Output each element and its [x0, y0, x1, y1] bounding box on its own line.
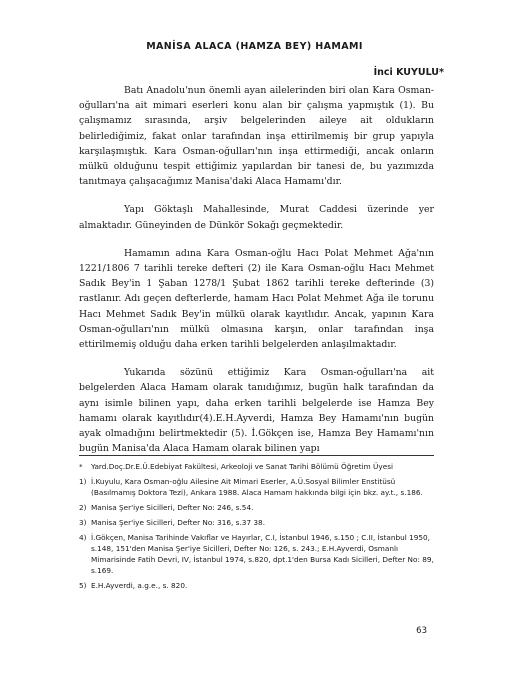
- footnote: [79, 517, 434, 528]
- article-title: MANİSA ALACA (HAMZA BEY) HAMAMI: [146, 41, 363, 52]
- body-paragraph: Batı Anadolu'nun önemli ayan ailelerinden biri olan Kara Osman-oğulları'na ait mimari eserleri konu alan bir çalışma yapmıştık (1). Bu çalışmamız sırasında, arşiv belgelerinden aileye ait oldukların belirlediğimiz, fakat onlar tarafından inşa ettirilmemiş bir grup yapıyla karşılaşmıştık. Kara Osman-oğulları'nın inşa ettirmediği, ancak onların mülkü olduğunu tespit ettiğimiz yapılardan bir tanesi de, bu yazımızda tanıtmaya çalışacağımız Manisa'daki Alaca Hamamı'dır.: [79, 85, 434, 188]
- footnote: [79, 532, 434, 576]
- footnote: [79, 580, 434, 591]
- body-paragraph: Yukarıda sözünü ettiğimiz Kara Osman-oğulları'na ait belgelerden Alaca Hamam olarak tanıdığımız, bugün halk tarafından da aynı isimle bilinen yapı, daha erken tarihli belgelerde ise Hamza Bey hamamı olarak kayıtlıdır(4).E.H.Ayverdi, Hamza Bey Hamamı'nın bugün ayak olmadığını belirtmektedir (5). İ.Gökçen ise, Hamza Bey Hamamı'nın bugün Manisa'da Alaca Hamam olarak bilinen yapı: [79, 367, 434, 455]
- footnote-mark: 1): [79, 477, 87, 486]
- footnote-text: E.H.Ayverdi, a.g.e., s. 820.: [91, 581, 188, 590]
- footnote-mark: 4): [79, 533, 87, 542]
- page-number: 63: [416, 626, 427, 636]
- footnote-mark: *: [79, 462, 83, 471]
- footnote: [79, 476, 434, 498]
- footnote-text: Manisa Şer'iye Sicilleri, Defter No: 246, s.54.: [91, 503, 254, 512]
- footnote-divider: [79, 455, 434, 456]
- footnote: [79, 461, 434, 472]
- body-paragraph: Yapı Göktaşlı Mahallesinde, Murat Caddesi üzerinde yer almaktadır. Güneyinden de Dünkör Sokağı geçmektedir.: [79, 204, 434, 231]
- footnotes: [79, 461, 434, 595]
- footnote-mark: 3): [79, 518, 87, 527]
- footnote-mark: 5): [79, 581, 87, 590]
- author-name: İnci KUYULU*: [373, 67, 444, 78]
- footnote-text: İ.Gökçen, Manisa Tarihinde Vakıflar ve Hayırlar, C.I, İstanbul 1946, s.150 ; C.II, İstanbul 1950, s.148, 151'den Manisa Şer'iye Sicilleri, Defter No: 126, s. 243.; E.H.Ayverdi, Osmanlı Mimarisinde Fatih Devri, IV, İstanbul 1974, s.820, dpt.1'den Bursa Kadı Sicilleri, Defter No: 89, s.169.: [91, 533, 434, 575]
- footnote-mark: 2): [79, 503, 87, 512]
- article-body: [79, 83, 434, 456]
- body-paragraph: Hamamın adına Kara Osman-oğlu Hacı Polat Mehmet Ağa'nın 1221/1806 7 tarihli tereke defteri (2) ile Kara Osman-oğlu Hacı Mehmet Sadık Bey'in 1 Şaban 1278/1 Şubat 1862 tarihli tereke defterinde (3) rastlanır. Adı geçen defterlerde, hamam Hacı Polat Mehmet Ağa ile torunu Hacı Mehmet Sadık Bey'in mülkü olarak kayıtlıdır. Ancak, yapının Kara Osman-oğulları'nın mülkü olmasına karşın, onlar tarafından inşa ettirilmemiş olduğu daha erken tarihli belgelerden anlaşılmaktadır.: [79, 247, 434, 351]
- footnote: [79, 502, 434, 513]
- footnote-text: İ.Kuyulu, Kara Osman-oğlu Ailesine Ait Mimari Eserler, A.Ü.Sosyal Bilimler Enstitüsü (Basılmamış Doktora Tezi), Ankara 1988. Alaca Hamam hakkında bilgi için bkz. ay.t., s.186.: [91, 477, 423, 497]
- footnote-text: Yard.Doç.Dr.E.Ü.Edebiyat Fakültesi, Arkeoloji ve Sanat Tarihi Bölümü Öğretim Üyesi: [91, 462, 394, 471]
- footnote-text: Manisa Şer'iye Sicilleri, Defter No: 316, s.37 38.: [91, 518, 266, 527]
